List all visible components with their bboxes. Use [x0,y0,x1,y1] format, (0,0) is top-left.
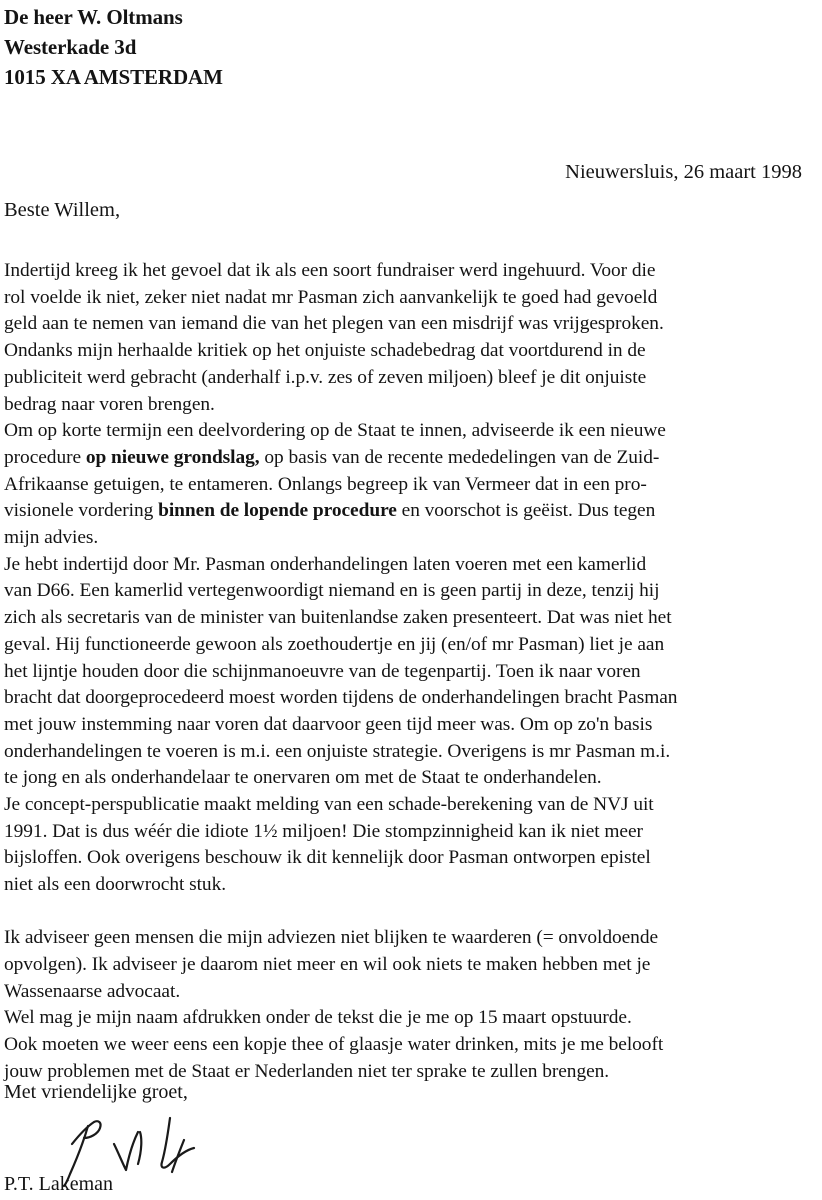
recipient-address [4,2,223,92]
body-line: bracht dat doorgeprocedeerd moest worden tijdens de onderhandelingen bracht Pasman [4,687,678,709]
salutation: Beste Willem, [4,199,121,221]
letter-body [4,258,816,1086]
body-line: Je hebt indertijd door Mr. Pasman onderhandelingen laten voeren met een kamerlid [4,553,647,575]
body-line: met jouw instemming naar voren dat daarvoor geen tijd meer was. Om op zo'n basis [4,713,653,735]
recipient-name: De heer W. Oltmans [4,5,183,29]
body-line: Afrikaanse getuigen, te entameren. Onlangs begreep ik van Vermeer dat in een pro- [4,473,647,495]
body-line: bedrag naar voren brengen. [4,393,215,415]
body-text-run: visionele vordering [4,500,159,522]
body-line: Ondanks mijn herhaalde kritiek op het onjuiste schadebedrag dat voortdurend in de [4,340,646,362]
body-line: onderhandelingen te voeren is m.i. een onjuiste strategie. Overigens is mr Pasman m.i. [4,740,671,762]
body-line: van D66. Een kamerlid vertegenwoordigt niemand en is geen partij in deze, tenzij hij [4,580,660,602]
body-line: Wel mag je mijn naam afdrukken onder de tekst die je me op 15 maart opstuurde. [4,1007,632,1029]
body-line: Ook moeten we weer eens een kopje thee of glaasje water drinken, mits je me belooft [4,1034,664,1056]
recipient-street: Westerkade 3d [4,35,137,59]
body-line: het lijntje houden door die schijnmanoeuvre van de tegenpartij. Toen ik naar voren [4,660,641,682]
body-line: 1991. Dat is dus wéér die idiote 1½ miljoen! Die stompzinnigheid kan ik niet meer [4,820,643,842]
body-line: Je concept-perspublicatie maakt melding van een schade-berekening van de NVJ uit [4,794,654,816]
body-line: geval. Hij functioneerde gewoon als zoethoudertje en jij (en/of mr Pasman) liet je aan [4,633,665,655]
body-line: te jong en als onderhandelaar te onervaren om met de Staat te onderhandelen. [4,767,602,789]
body-line: rol voelde ik niet, zeker niet nadat mr Pasman zich aanvankelijk te goed had gevoeld [4,286,658,308]
body-line: mijn advies. [4,527,99,549]
body-line: Indertijd kreeg ik het gevoel dat ik als een soort fundraiser werd ingehuurd. Voor die [4,260,656,281]
body-line: jouw problemen met de Staat er Nederlanden niet ter sprake te zullen brengen. [4,1060,610,1082]
closing-phrase: Met vriendelijke groet, [4,1081,188,1103]
body-line: Om op korte termijn een deelvordering op de Staat te innen, adviseerde ik een nieuwe [4,420,666,442]
body-text-run: op basis van de recente mededelingen van de Zuid- [259,446,660,468]
emphasis-current-procedure: binnen de lopende procedure [158,500,397,522]
body-line: Wassenaarse advocaat. [4,980,181,1002]
body-line: publiciteit werd gebracht (anderhalf i.p.v. zes of zeven miljoen) bleef je dit onjuiste [4,366,647,388]
body-line: geld aan te nemen van iemand die van het plegen van een misdrijf was vrijgesproken. [4,313,664,335]
body-line [4,445,816,472]
body-line: zich als secretaris van de minister van buitenlandse zaken presenteert. Dat was niet het [4,607,672,629]
body-line: bijsloffen. Ook overigens beschouw ik dit kennelijk door Pasman ontworpen epistel [4,847,651,869]
dateline: Nieuwersluis, 26 maart 1998 [565,161,802,183]
emphasis-new-basis: op nieuwe grondslag, [85,446,260,468]
body-text-run: en voorschot is geëist. Dus tegen [396,500,656,522]
body-line: niet als een doorwrocht stuk. [4,874,227,896]
body-line: Ik adviseer geen mensen die mijn adviezen niet blijken te waarderen (= onvoldoende [4,927,659,949]
recipient-city: 1015 XA AMSTERDAM [4,65,223,89]
body-line: opvolgen). Ik adviseer je daarom niet meer en wil ook niets te maken hebben met je [4,954,651,976]
body-line [4,498,816,525]
body-text-run: procedure [4,446,86,468]
signer-name: P.T. Lakeman [4,1173,114,1195]
